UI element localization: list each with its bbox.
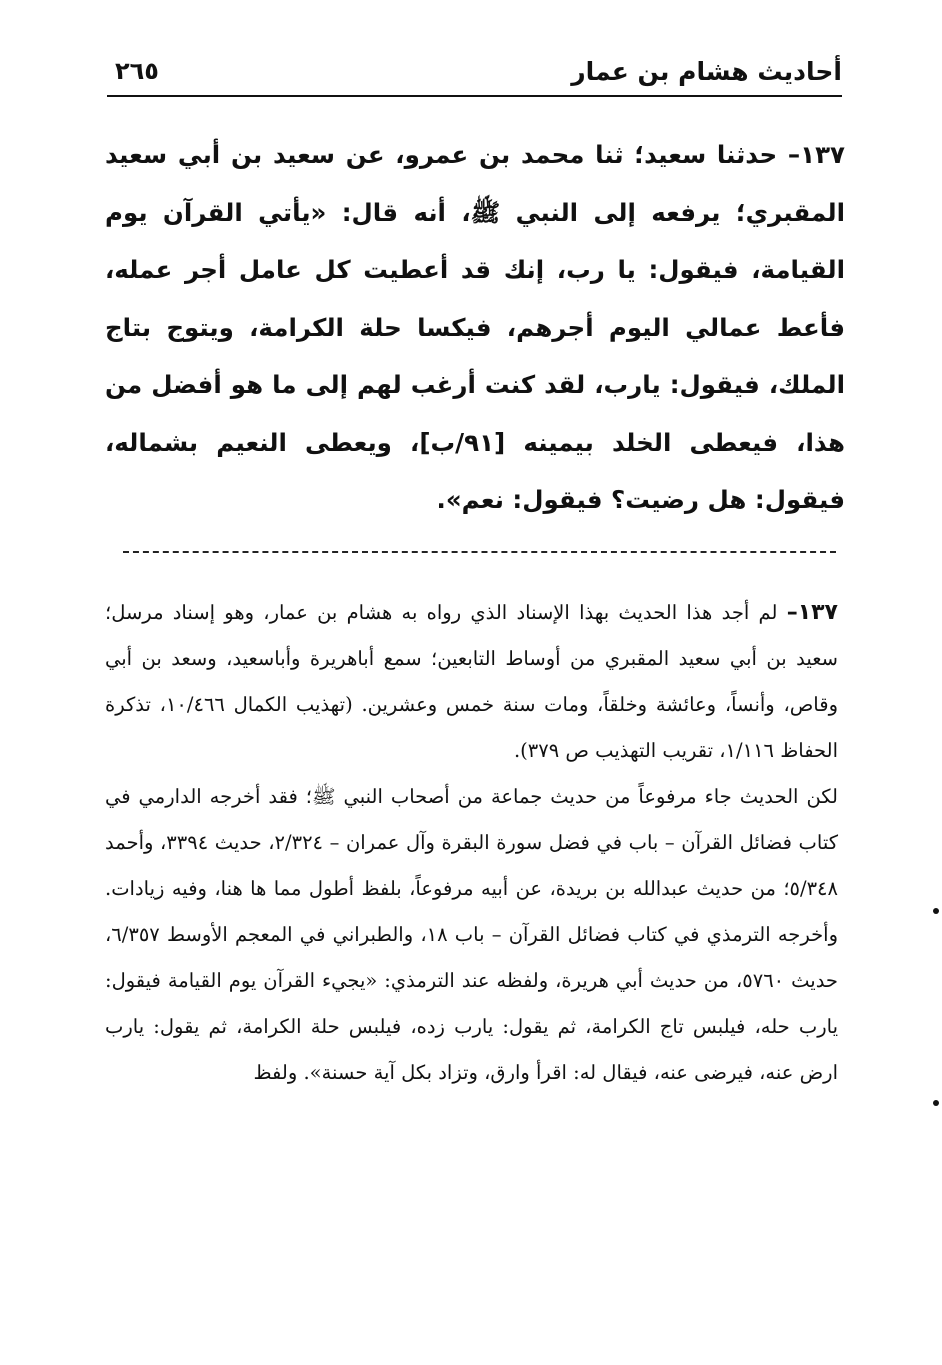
footnote-divider [123, 551, 836, 553]
footnote-text-2: لكن الحديث جاء مرفوعاً من حديث جماعة من أصحاب النبي ﷺ؛ فقد أخرجه الدارمي في كتاب فضائل القرآن – باب في فضل سورة البقرة وآل عمران – ٢/٣٢٤، حديث ٣٣٩٤، وأحمد ٥/٣٤٨؛ من حديث عبدالله بن بريدة، عن أبيه مرفوعاً، بلفظ أطول مما ها هنا، وفيه زيادات. وأخرجه الترمذي في كتاب فضائل القرآن – باب ١٨، والطبراني في المعجم الأوسط ٦/٣٥٧، حديث ٥٧٦٠، من حديث أبي هريرة، ولفظه عند الترمذي: «يجيء القرآن يوم القيامة فيقول: يارب حله، فيلبس تاج الكرامة، ثم يقول: يارب زده، فيلبس حلة الكرامة، ثم يقول: يارب ارض عنه، فيرضى عنه، فيقال له: اقرأ وارق، وتزاد بكل آية حسنة». ولفظ [105, 785, 839, 1084]
footnote-paragraph-1 [105, 590, 838, 774]
margin-mark [933, 1100, 939, 1106]
hadith-number: ١٣٧– [787, 140, 845, 169]
hadith-text: حدثنا سعيد؛ ثنا محمد بن عمرو، عن سعيد بن أبي سعيد المقبري؛ يرفعه إلى النبي ﷺ، أنه قال: «يأتي القرآن يوم القيامة، فيقول: يا رب، إنك قد أعطيت كل عامل أجر عمله، فأعط عمالي اليوم أجرهم، فيكسا حلة الكرامة، ويتوج بتاج الملك، فيقول: يارب، لقد كنت أرغب لهم إلى ما هو أفضل من هذا، فيعطى الخلد بيمينه [٩١/ب]، ويعطى النعيم بشماله، فيقول: هل رضيت؟ فيقول: نعم». [105, 140, 845, 514]
page-number: ٢٦٥ [115, 57, 159, 85]
header-rule [107, 95, 842, 97]
footnote-block [105, 590, 838, 1096]
footnote-text-1: لم أجد هذا الحديث بهذا الإسناد الذي رواه به هشام بن عمار، وهو إسناد مرسل؛ سعيد بن أبي سعيد المقبري من أوساط التابعين؛ سمع أباهريرة وأباسعيد، وسعد بن أبي وقاص، وأنساً، وعائشة وخلقاً، ومات سنة خمس وعشرين. (تهذيب الكمال ١٠/٤٦٦، تذكرة الحفاظ ١/١١٦، تقريب التهذيب ص ٣٧٩). [105, 601, 838, 762]
footnote-number: ١٣٧– [786, 600, 838, 625]
book-title: أحاديث هشام بن عمار [571, 57, 842, 86]
margin-mark [933, 908, 939, 914]
hadith-text-block [105, 126, 845, 529]
footnote-paragraph-2 [105, 774, 838, 1096]
page-header [107, 55, 842, 97]
